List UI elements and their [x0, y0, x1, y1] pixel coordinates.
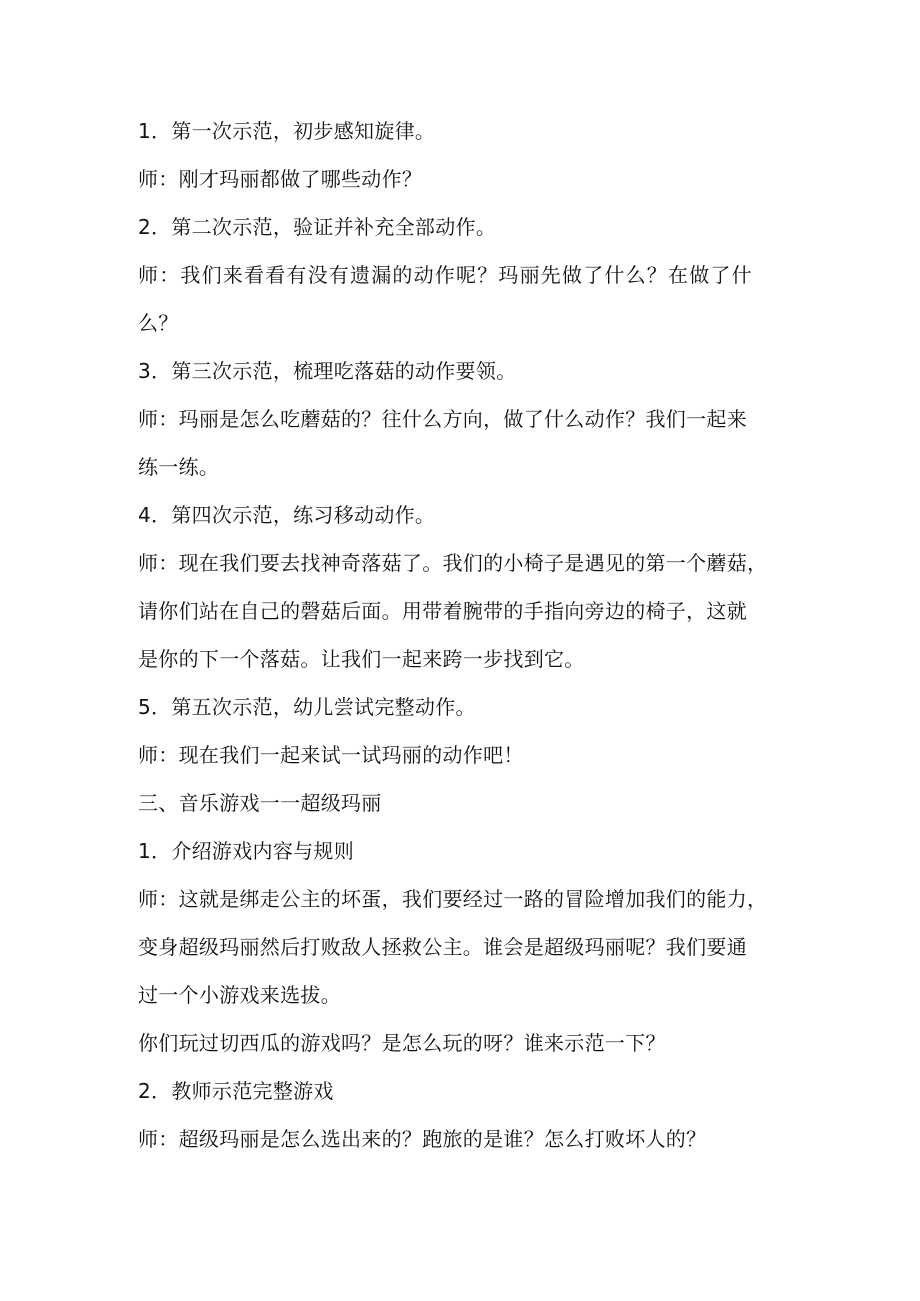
subsection-1-heading: 1．介绍游戏内容与规则	[138, 839, 355, 863]
teacher-line: 师：我们来看看有没有遗漏的动作呢？玛丽先做了什么？在做了什	[138, 263, 753, 287]
step-4-heading: 4．第四次示范，练习移动动作。	[138, 503, 436, 527]
step-3-heading: 3．第三次示范，梳理吃落菇的动作要领。	[138, 359, 517, 383]
question-line: 你们玩过切西瓜的游戏吗？是怎么玩的呀？谁来示范一下？	[138, 1031, 666, 1055]
teacher-line: 师：刚才玛丽都做了哪些动作？	[138, 167, 423, 191]
teacher-line: 师：现在我们要去找神奇落菇了。我们的小椅子是遇见的第一个蘑菇，	[138, 551, 768, 575]
subsection-2-heading: 2．教师示范完整游戏	[138, 1079, 334, 1103]
teacher-line-continued: 变身超级玛丽然后打败敌人拯救公主。谁会是超级玛丽呢？我们要通	[138, 935, 747, 959]
step-5-heading: 5．第五次示范，幼儿尝试完整动作。	[138, 695, 476, 719]
teacher-line-continued: 练一练。	[138, 455, 220, 479]
teacher-line: 师：玛丽是怎么吃蘑菇的？往什么方向，做了什么动作？我们一起来	[138, 407, 747, 431]
step-2-heading: 2．第二次示范，验证并补充全部动作。	[138, 215, 497, 239]
teacher-line-continued: 么？	[138, 311, 179, 335]
teacher-line-continued: 请你们站在自己的磬菇后面。用带着腕带的手指向旁边的椅子，这就	[138, 599, 747, 623]
step-1-heading: 1．第一次示范，初步感知旋律。	[138, 119, 436, 143]
teacher-line-continued: 是你的下一个落菇。让我们一起来跨一步找到它。	[138, 647, 585, 671]
teacher-line-continued: 过一个小游戏来选拔。	[138, 983, 341, 1007]
section-heading: 三、音乐游戏一一超级玛丽	[138, 791, 382, 815]
teacher-line: 师：超级玛丽是怎么选出来的？跑旅的是谁？怎么打败坏人的？	[138, 1127, 707, 1151]
teacher-line: 师：现在我们一起来试一试玛丽的动作吧！	[138, 743, 524, 767]
teacher-line: 师：这就是绑走公主的坏蛋，我们要经过一路的冒险增加我们的能力，	[138, 887, 768, 911]
